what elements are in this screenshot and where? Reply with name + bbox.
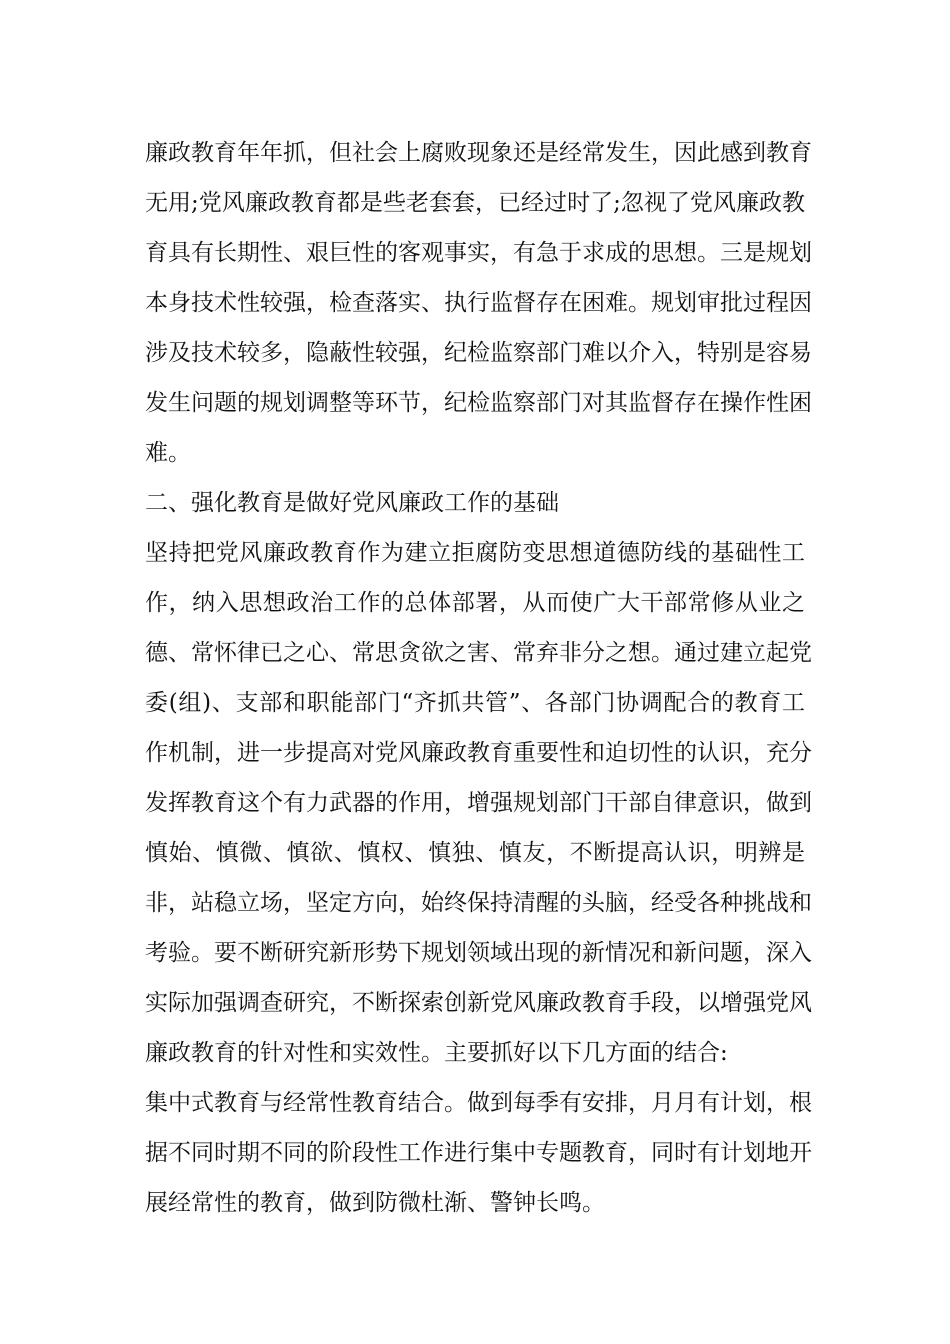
paragraph-2-line: 考验。要不断研究新形势下规划领域出现的新情况和新问题，深入 — [145, 940, 812, 966]
paragraph-3-line: 据不同时期不同的阶段性工作进行集中专题教育，同时有计划地开 — [145, 1140, 812, 1166]
paragraph-1-line: 涉及技术较多，隐蔽性较强，纪检监察部门难以介入，特别是容易 — [145, 340, 812, 366]
paragraph-2-line: 发挥教育这个有力武器的作用，增强规划部门干部自律意识，做到 — [145, 790, 812, 816]
paragraph-2-line: 慎始、慎微、慎欲、慎权、慎独、慎友，不断提高认识，明辨是 — [145, 840, 805, 866]
paragraph-1-line: 发生问题的规划调整等环节，纪检监察部门对其监督存在操作性困 — [145, 390, 812, 416]
paragraph-2-line: 德、常怀律已之心、常思贪欲之害、常弃非分之想。通过建立起党 — [145, 640, 812, 666]
paragraph-3-line: 集中式教育与经常性教育结合。做到每季有安排，月月有计划，根 — [145, 1090, 812, 1116]
paragraph-2-line: 作，纳入思想政治工作的总体部署，从而使广大干部常修从业之 — [145, 590, 805, 616]
paragraph-1-line: 难。 — [145, 440, 191, 466]
paragraph-1-line: 廉政教育年年抓，但社会上腐败现象还是经常发生，因此感到教育 — [145, 140, 812, 166]
paragraph-1-line: 无用;党风廉政教育都是些老套套，已经过时了;忽视了党风廉政教 — [145, 190, 805, 216]
paragraph-3-line: 展经常性的教育，做到防微杜渐、警钟长鸣。 — [145, 1190, 605, 1216]
paragraph-2-line: 廉政教育的针对性和实效性。主要抓好以下几方面的结合: — [145, 1040, 728, 1066]
section-heading: 二、强化教育是做好党风廉政工作的基础 — [145, 490, 559, 516]
paragraph-2-line: 委(组)、支部和职能部门“齐抓共管”、各部门协调配合的教育工 — [145, 690, 805, 716]
paragraph-2-line: 作机制，进一步提高对党风廉政教育重要性和迫切性的认识，充分 — [145, 740, 812, 766]
paragraph-1-line: 育具有长期性、艰巨性的客观事实，有急于求成的思想。三是规划 — [145, 240, 812, 266]
paragraph-2-line: 实际加强调查研究，不断探索创新党风廉政教育手段，以增强党风 — [145, 990, 812, 1016]
paragraph-2-line: 非，站稳立场，坚定方向，始终保持清醒的头脑，经受各种挑战和 — [145, 890, 812, 916]
paragraph-1-line: 本身技术性较强，检查落实、执行监督存在困难。规划审批过程因 — [145, 290, 812, 316]
paragraph-2-line: 坚持把党风廉政教育作为建立拒腐防变思想道德防线的基础性工 — [145, 540, 805, 566]
